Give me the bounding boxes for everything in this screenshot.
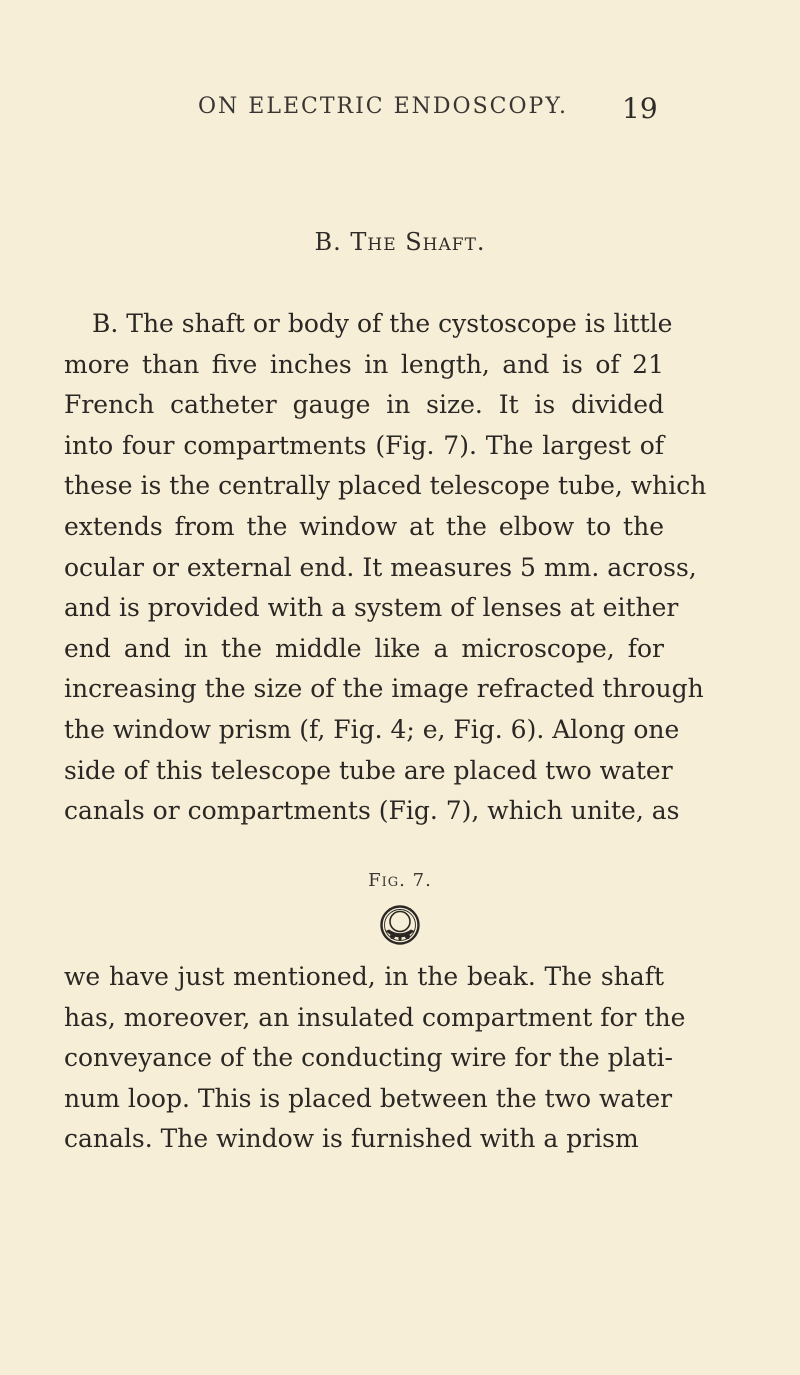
section-title: The Shaft. <box>350 228 486 256</box>
text-line: end and in the middle like a microscope, for <box>64 633 664 663</box>
page-number: 19 <box>622 92 658 125</box>
text-line: canals. The window is furnished with a prism <box>64 1124 639 1154</box>
text-line: has, moreover, an insulated compartment for the <box>64 1002 686 1032</box>
text-line: into four compartments (Fig. 7). The largest of <box>64 430 664 460</box>
shaft-cross-section-figure <box>375 900 425 950</box>
text-line: num loop. This is placed between the two water <box>64 1083 673 1113</box>
text-line: conveyance of the conducting wire for the plati- <box>64 1043 674 1073</box>
text-line: the window prism (f, Fig. 4; e, Fig. 6). Along one <box>64 714 680 744</box>
text-line: B. The shaft or body of the cystoscope is little <box>92 309 673 338</box>
running-head <box>0 92 800 126</box>
text-line: side of this telescope tube are placed two water <box>64 755 673 785</box>
text-line: these is the centrally placed telescope tube, which <box>64 471 707 501</box>
section-letter: B. <box>314 228 342 256</box>
text-line: and is provided with a system of lenses at either <box>64 593 679 623</box>
text-line: ocular or external end. It measures 5 mm. across, <box>64 552 697 582</box>
text-line: more than five inches in length, and is of 21 <box>64 349 664 379</box>
paragraph-shaft-continued <box>64 957 686 1160</box>
figure-caption: Fig. 7. <box>368 870 432 891</box>
text-line: extends from the window at the elbow to the <box>64 511 664 541</box>
running-title: ON ELECTRIC ENDOSCOPY. <box>198 94 569 119</box>
paragraph-shaft-description <box>64 304 707 832</box>
figure-label <box>0 870 800 891</box>
text-line: increasing the size of the image refracted through <box>64 674 704 704</box>
section-heading <box>0 228 800 256</box>
text-line: we have just mentioned, in the beak. The shaft <box>64 962 664 991</box>
text-line: canals or compartments (Fig. 7), which unite, as <box>64 796 680 826</box>
text-line: French catheter gauge in size. It is divided <box>64 390 664 420</box>
